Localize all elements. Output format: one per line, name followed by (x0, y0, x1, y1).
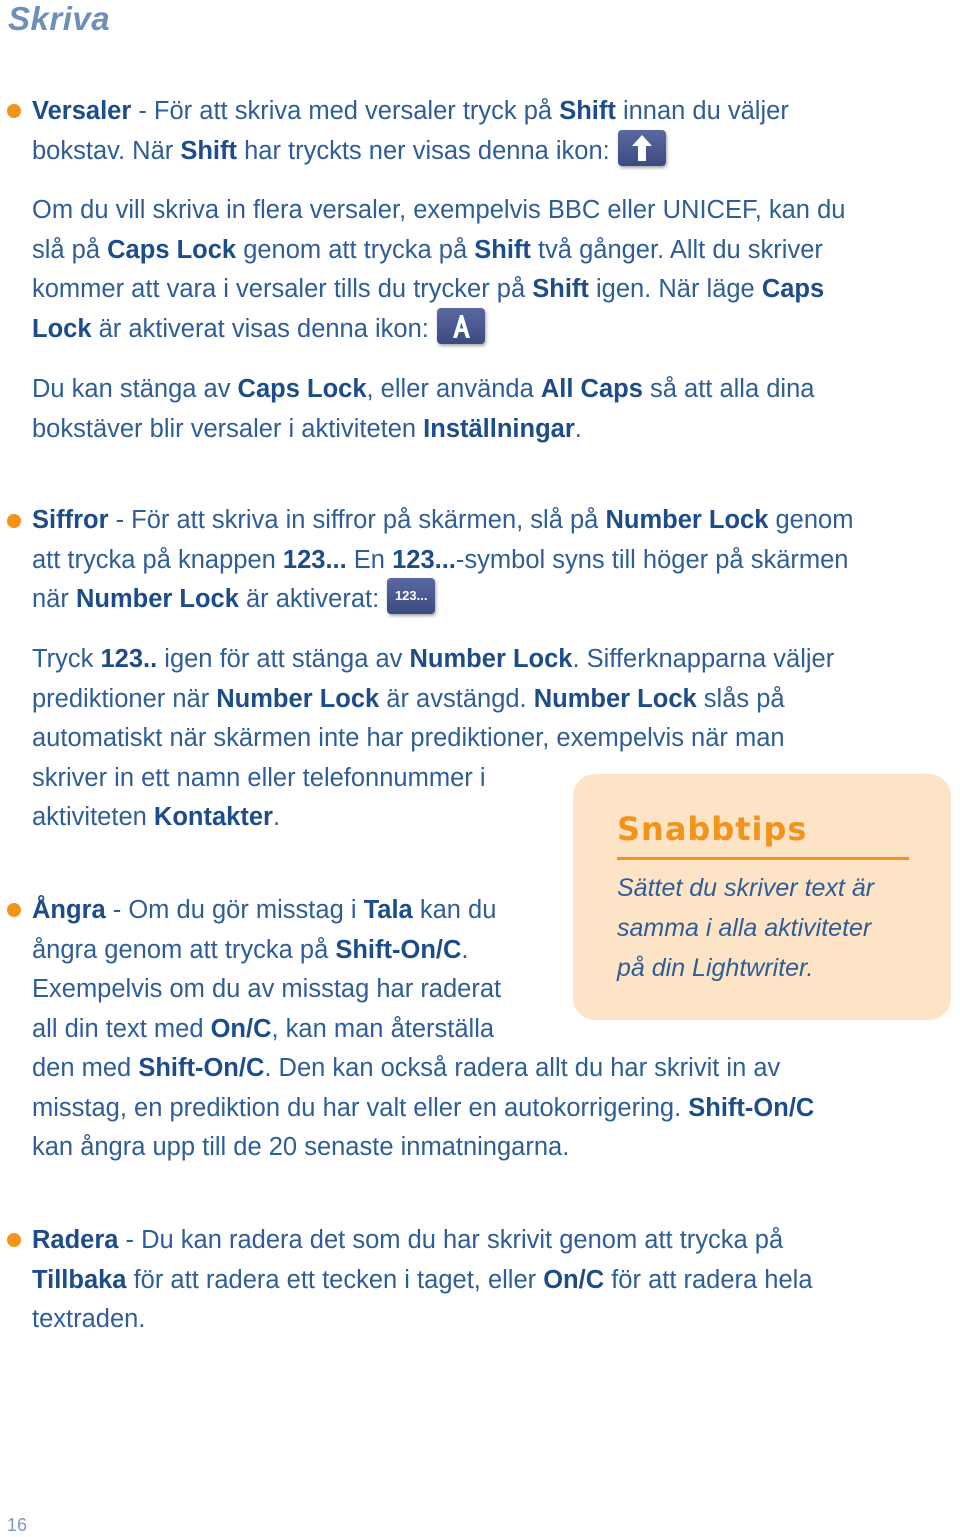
versaler-text-1: Versaler - För att skriva med versaler tryck på Shift innan du väljer bokstav. När Shift har tryckts ner visas denna ikon: (32, 97, 789, 165)
shift-arrow-up-icon (618, 130, 666, 166)
quick-tips-divider (617, 857, 909, 860)
siffror-paragraph-1 (32, 501, 912, 620)
number-lock-icon-label: 123... (394, 588, 428, 604)
number-lock-123-icon (387, 578, 435, 614)
page-title: Skriva (8, 0, 111, 37)
siffror-paragraph-2: Tryck 123.. igen för att stänga av Number Lock. Sifferknapparna väljer prediktioner när Number Lock är avstängd. Number Lock slås på automatiskt när skärmen inte har prediktioner, exempelvis när man skriver in ett namn eller telefonnummer i aktiviteten Kontakter. (32, 645, 835, 831)
versaler-paragraph-1 (32, 92, 912, 171)
versaler-paragraph-3: Du kan stänga av Caps Lock, eller använda All Caps så att alla dina bokstäver blir versaler i aktiviteten Inställningar. (32, 375, 815, 443)
angra-paragraph: Ångra - Om du gör misstag i Tala kan du ångra genom att trycka på Shift-On/C. Exempelvis om du av misstag har raderat all din text med On/C, kan man återställa den med Shift-On/C. Den kan också radera allt du har skrivit in av misstag, en prediktion du har valt eller en autokorrigering. Shift-On/C kan ångra upp till de 20 senaste inmatningarna. (32, 896, 815, 1161)
bullet-radera (7, 1233, 21, 1247)
caps-lock-letter-a-icon (437, 308, 485, 344)
bullet-siffror (7, 514, 21, 528)
siffror-text-1: Siffror - För att skriva in siffror på skärmen, slå på Number Lock genom att trycka på knappen 123... En 123...-symbol syns till höger på skärmen när Number Lock är aktiverat: (32, 506, 854, 613)
versaler-text-2: Om du vill skriva in flera versaler, exempelvis BBC eller UNICEF, kan du slå på Caps Lock genom att trycka på Shift två gånger. Allt du skriver kommer att vara i versaler tills du trycker på Shift igen. När läge Caps Lock är aktiverat visas denna ikon: (32, 196, 846, 343)
bullet-versaler (7, 104, 21, 118)
page-number: 16 (7, 1515, 28, 1535)
quick-tips-box (573, 774, 951, 1020)
versaler-paragraph-2 (32, 191, 912, 349)
radera-paragraph: Radera - Du kan radera det som du har skrivit genom att trycka på Tillbaka för att radera ett tecken i taget, eller On/C för att radera hela textraden. (32, 1226, 813, 1333)
bullet-angra (7, 903, 21, 917)
quick-tips-title: Snabbtips (617, 810, 808, 848)
quick-tips-text: Sättet du skriver text är samma i alla aktiviteter på din Lightwriter. (617, 874, 875, 982)
